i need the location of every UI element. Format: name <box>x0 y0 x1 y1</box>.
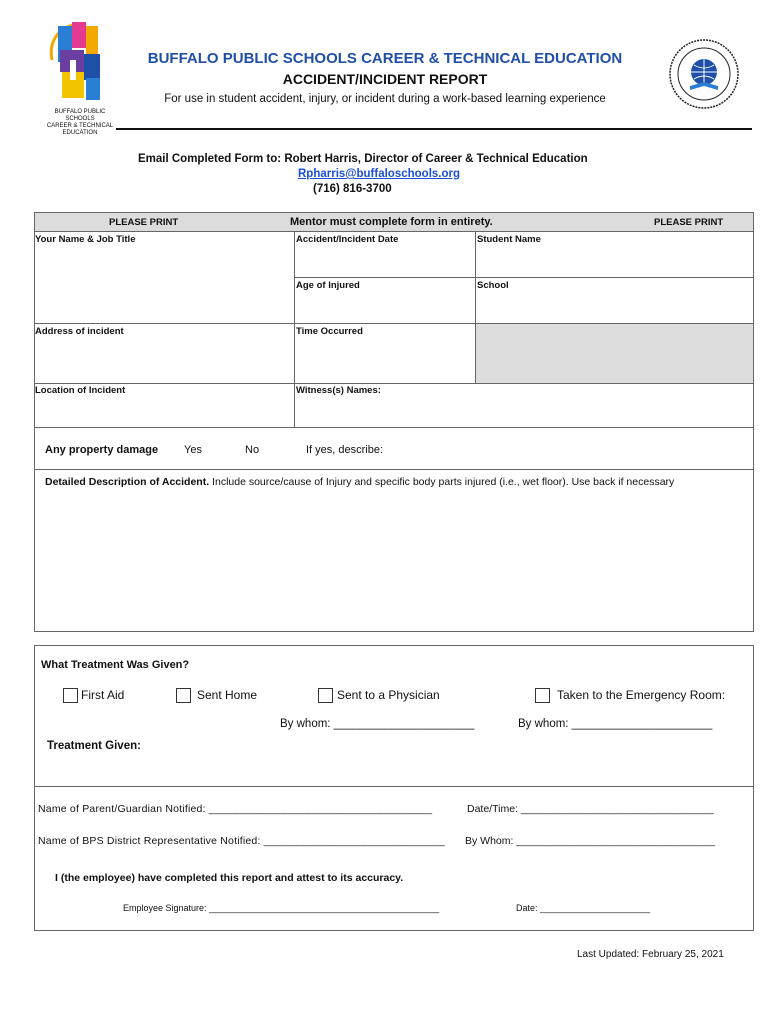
location-label: Location of Incident <box>35 385 126 396</box>
employee-signature[interactable]: Employee Signature: ______________________________________________ <box>123 903 440 913</box>
email-recipient: Email Completed Form to: Robert Harris, Director of Career & Technical Education <box>138 153 588 165</box>
grid-row-1 <box>294 277 753 278</box>
age-injured-label: Age of Injured <box>296 280 360 291</box>
please-print-left: PLEASE PRINT <box>109 217 179 228</box>
phone-number: (716) 816-3700 <box>313 183 392 195</box>
treatment-given-field[interactable] <box>47 756 747 784</box>
detailed-description-label <box>45 476 674 488</box>
incident-form <box>34 212 754 632</box>
detailed-description-field[interactable] <box>35 493 753 629</box>
shaded-cell <box>476 324 753 383</box>
please-print-right: PLEASE PRINT <box>654 217 724 228</box>
property-damage-yes[interactable]: Yes <box>184 444 202 456</box>
accident-date-label: Accident/Incident Date <box>296 234 399 245</box>
treatment-given-label: Treatment Given: <box>47 740 141 752</box>
logo-line-1: BUFFALO PUBLIC SCHOOLS <box>54 109 106 122</box>
first-aid-label: First Aid <box>81 688 125 702</box>
mentor-note: Mentor must complete form in entirety. <box>290 216 493 228</box>
time-occurred-field[interactable] <box>295 339 474 382</box>
name-title-field[interactable] <box>35 247 293 322</box>
treatment-question: What Treatment Was Given? <box>41 659 190 671</box>
treatment-section <box>34 645 754 931</box>
physician-label: Sent to a Physician <box>337 688 440 702</box>
location-field[interactable] <box>35 398 293 426</box>
age-injured-field[interactable] <box>295 293 474 322</box>
report-title: ACCIDENT/INCIDENT REPORT <box>282 71 488 87</box>
header-rule <box>116 128 752 130</box>
name-title-label: Your Name & Job Title <box>35 234 136 245</box>
school-label: School <box>477 280 509 291</box>
physician-checkbox[interactable] <box>318 688 333 703</box>
student-name-field[interactable] <box>476 247 752 276</box>
report-usage-note: For use in student accident, injury, or incident during a work-based learning experience <box>164 93 606 105</box>
parent-notified[interactable]: Name of Parent/Guardian Notified: _____________________________________ <box>38 803 433 815</box>
property-damage-label: Any property damage <box>45 444 159 456</box>
er-checkbox[interactable] <box>535 688 550 703</box>
address-label: Address of incident <box>35 326 124 337</box>
grid-row-3 <box>35 383 753 384</box>
attestation-text: I (the employee) have completed this report and attest to its accuracy. <box>55 872 404 884</box>
grid-row-4 <box>35 427 753 428</box>
school-field[interactable] <box>476 293 752 322</box>
parent-date-time[interactable]: Date/Time: _________________________________ <box>467 803 714 815</box>
physician-by-whom[interactable]: By whom: ______________________ <box>280 718 475 730</box>
logo-line-2: CAREER & TECHNICAL <box>46 123 114 129</box>
treatment-divider <box>35 786 753 787</box>
logo-line-3: EDUCATION <box>62 130 98 136</box>
er-by-whom[interactable]: By whom: ______________________ <box>518 718 713 730</box>
last-updated: Last Updated: February 25, 2021 <box>577 949 724 960</box>
bps-rep-by-whom[interactable]: By Whom: __________________________________ <box>465 835 715 847</box>
time-occurred-label: Time Occurred <box>296 326 363 337</box>
grid-row-5 <box>35 469 753 470</box>
cte-logo <box>46 20 116 136</box>
witnesses-field[interactable] <box>295 398 752 426</box>
address-field[interactable] <box>35 339 293 382</box>
property-damage-description-field[interactable] <box>405 433 751 467</box>
bps-rep-notified[interactable]: Name of BPS District Representative Notified: ______________________________ <box>38 835 445 847</box>
er-label: Taken to the Emergency Room: <box>557 688 726 702</box>
detailed-description-instructions: Include source/cause of Injury and specific body parts injured (i.e., wet floor). Use back if necessary <box>209 476 675 488</box>
page-title: BUFFALO PUBLIC SCHOOLS CAREER & TECHNICAL EDUCATION <box>147 50 623 67</box>
email-link[interactable]: Rpharris@buffaloschools.org <box>298 168 461 180</box>
detailed-description-title: Detailed Description of Accident. <box>45 476 210 488</box>
accident-date-field[interactable] <box>295 247 474 276</box>
signature-date[interactable]: Date: ______________________ <box>516 903 651 913</box>
if-yes-describe-label: If yes, describe: <box>306 444 384 456</box>
property-damage-no[interactable]: No <box>245 444 260 456</box>
sent-home-label: Sent Home <box>197 688 258 702</box>
witnesses-label: Witness(s) Names: <box>296 385 381 396</box>
sent-home-checkbox[interactable] <box>176 688 191 703</box>
student-name-label: Student Name <box>477 234 541 245</box>
first-aid-checkbox[interactable] <box>63 688 78 703</box>
